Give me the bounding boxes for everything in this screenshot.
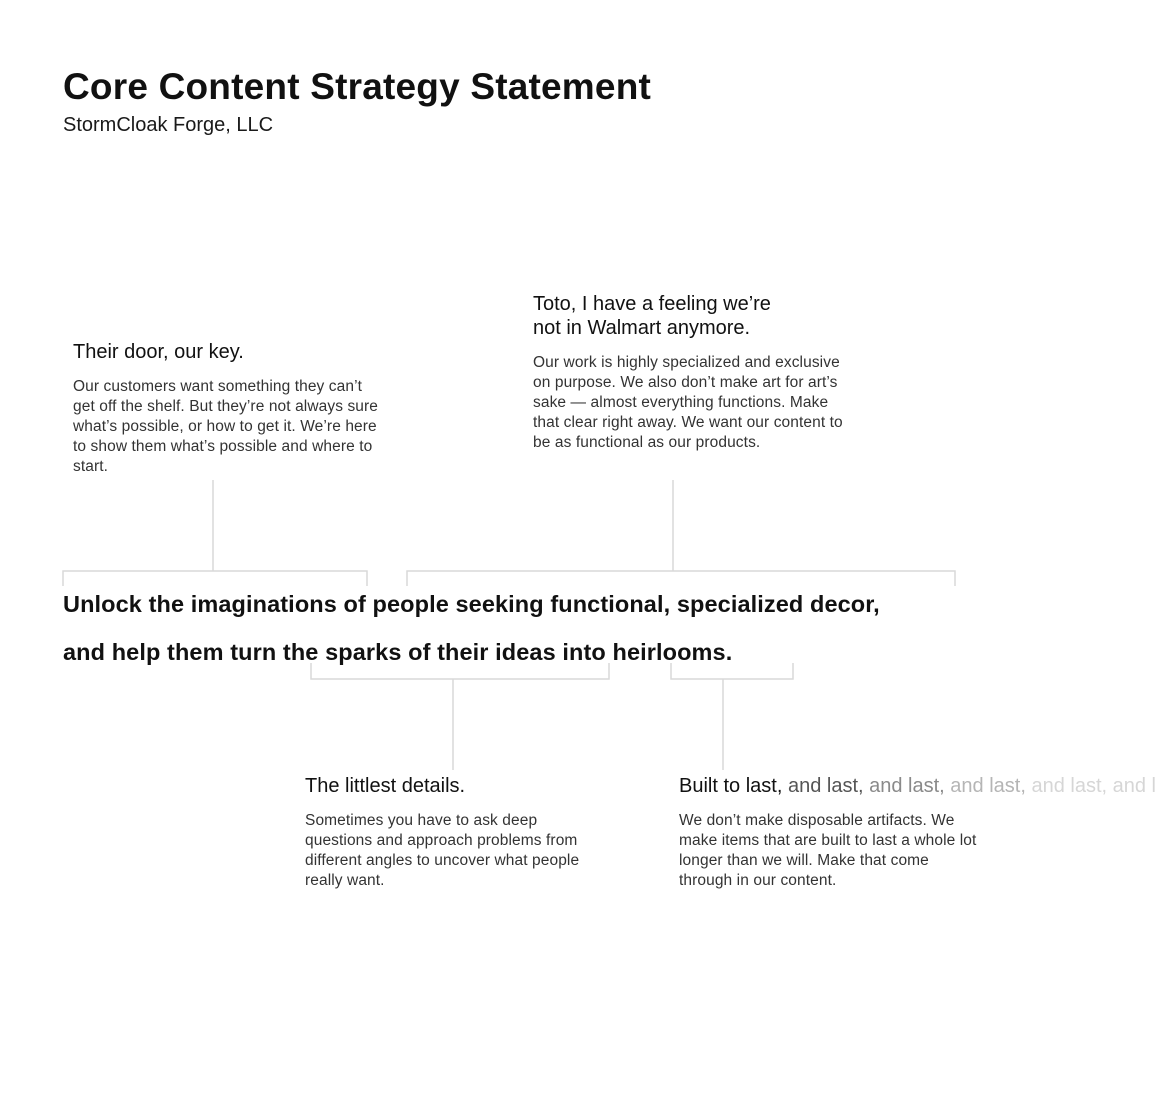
page-title: Core Content Strategy Statement <box>63 66 652 107</box>
callout-last-heading <box>679 774 1156 798</box>
heading-part-4: and last, <box>944 775 1026 797</box>
heading-part-6: and l <box>1107 775 1156 797</box>
company-subtitle: StormCloak Forge, LLC <box>63 114 274 136</box>
callout-door-heading: Their door, our key. <box>73 341 244 363</box>
callout-details-heading: The littlest details. <box>305 775 466 797</box>
strategy-statement <box>63 580 1063 676</box>
heading-part-2: and last, <box>782 775 864 797</box>
heading-part-3: and last, <box>863 775 945 797</box>
callout-walmart-body: Our work is highly specialized and exclusive on purpose. We also don’t make art for art’s sake — almost everything functions. Make that clear right away. We want our content to be as functional as our products. <box>533 354 843 451</box>
callout-walmart <box>533 292 843 453</box>
statement-line-1: Unlock the imaginations of people seeking functional, specialized decor, <box>63 591 880 617</box>
heading-part-1: Built to last, <box>679 775 783 797</box>
callout-walmart-heading-line2: not in Walmart anymore. <box>533 317 751 339</box>
heading-part-5: and last, <box>1025 775 1108 797</box>
callout-details <box>305 774 595 891</box>
callout-last-body: We don’t make disposable artifacts. We make items that are built to last a whole lot longer than we will. Make that come through in our content. <box>679 812 977 889</box>
statement-line-2: and help them turn the sparks of their ideas into heirlooms. <box>63 639 733 665</box>
callout-door <box>73 340 378 477</box>
callout-details-body: Sometimes you have to ask deep questions and approach problems from different angles to uncover what people really want. <box>305 812 580 889</box>
callout-door-body: Our customers want something they can’t get off the shelf. But they’re not always sure what’s possible, or how to get it. We’re here to show them what’s possible and where to start. <box>73 378 379 475</box>
callout-last <box>679 774 1156 891</box>
callout-walmart-heading <box>533 292 843 340</box>
callout-walmart-heading-line1: Toto, I have a feeling we’re <box>533 293 771 315</box>
